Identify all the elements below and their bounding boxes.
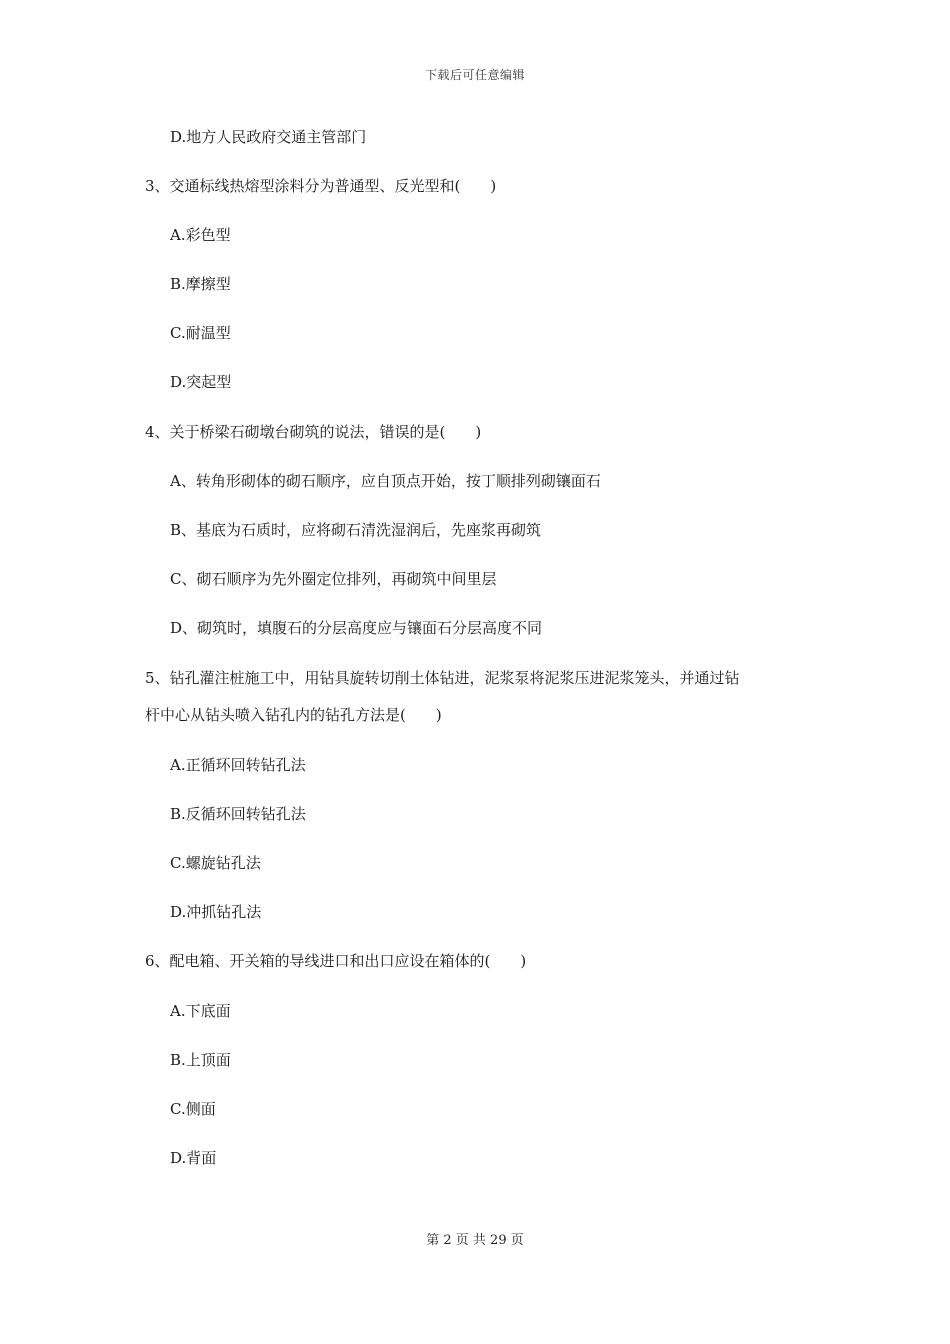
- question-5-line-2: 杆中心从钻头喷入钻孔内的钻孔方法是( ): [145, 706, 442, 724]
- option-d-q6: D.背面: [170, 1149, 217, 1167]
- option-b-q5: B.反循环回转钻孔法: [170, 805, 306, 823]
- option-a-q6: A.下底面: [170, 1002, 231, 1020]
- option-a-q4: A、转角形砌体的砌石顺序，应自顶点开始，按丁顺排列砌镶面石: [170, 472, 601, 490]
- question-4: 4、关于桥梁石砌墩台砌筑的说法，错误的是( ): [145, 423, 482, 441]
- question-6: 6、配电箱、开关箱的导线进口和出口应设在箱体的( ): [145, 952, 527, 970]
- option-a-q3: A.彩色型: [170, 226, 231, 244]
- question-3: 3、交通标线热熔型涂料分为普通型、反光型和( ): [145, 177, 497, 195]
- option-d-q5: D.冲抓钻孔法: [170, 903, 262, 921]
- option-c-q3: C.耐温型: [170, 324, 231, 342]
- option-c-q4: C、砌石顺序为先外圈定位排列，再砌筑中间里层: [170, 570, 497, 588]
- option-d-q2: D.地方人民政府交通主管部门: [170, 128, 367, 146]
- option-c-q6: C.侧面: [170, 1100, 216, 1118]
- option-b-q4: B、基底为石质时，应将砌石清洗湿润后，先座浆再砌筑: [170, 521, 542, 539]
- option-b-q6: B.上顶面: [170, 1051, 231, 1069]
- option-a-q5: A.正循环回转钻孔法: [170, 756, 306, 774]
- page-header: 下载后可任意编辑: [424, 68, 525, 82]
- question-5-line-1: 5、钻孔灌注桩施工中，用钻具旋转切削土体钻进，泥浆泵将泥浆压进泥浆笼头，并通过钻: [145, 669, 740, 687]
- option-d-q4: D、砌筑时，填腹石的分层高度应与镶面石分层高度不同: [170, 619, 543, 637]
- option-c-q5: C.螺旋钻孔法: [170, 854, 261, 872]
- option-b-q3: B.摩擦型: [170, 275, 231, 293]
- page-footer: 第 2 页 共 29 页: [426, 1233, 524, 1248]
- option-d-q3: D.突起型: [170, 373, 232, 391]
